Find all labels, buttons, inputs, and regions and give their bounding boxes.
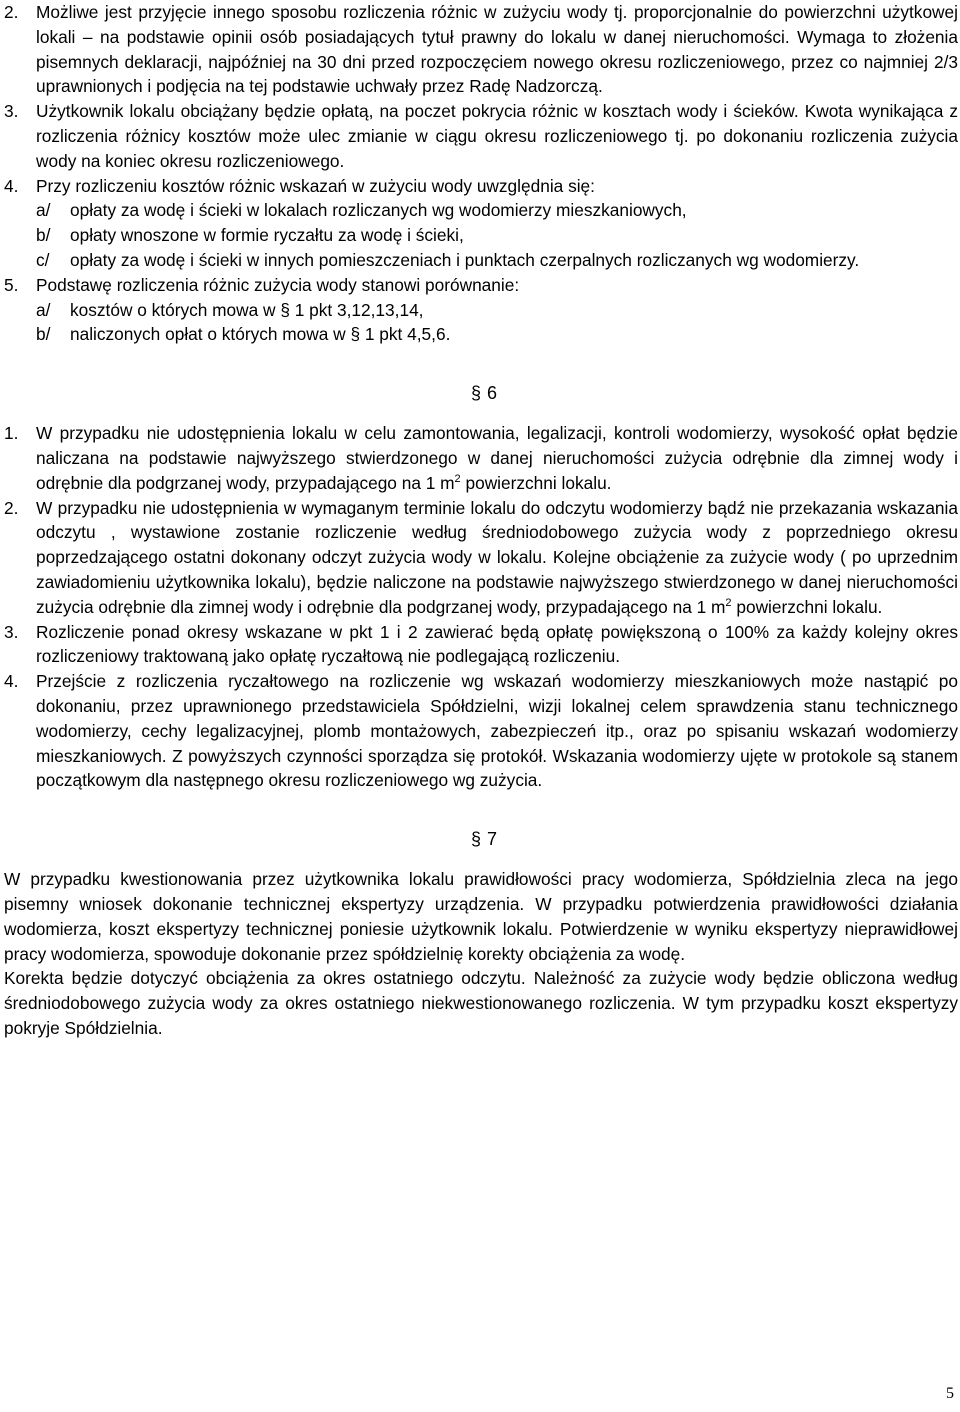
sub-item-a [36, 298, 958, 323]
item-text: W przypadku nie udostępnienia lokalu w celu zamontowania, legalizacji, kontroli wodomierzy, wysokość opłat będzie naliczana na podstawie najwyższego stwierdzonego w danej nieruchomości zużycia odrębnie dla zimnej wody i odrębnie dla podgrzanej wody, przypadającego na 1 m [36, 423, 958, 493]
item-text: Możliwe jest przyjęcie innego sposobu rozliczenia różnic w zużyciu wody tj. proporcjonalnie do powierzchni użytkowej lokali – na podstawie opinii osób posiadających tytuł prawny do lokalu w danej nieruchomości. Wymaga to złożenia pisemnych deklaracji, najpóźniej na 30 dni przed rozpoczęciem nowego okresu rozliczeniowego, przez co najmniej 2/3 uprawnionych i podjęcia na tej podstawie uchwały przez Radę Nadzorczą. [36, 2, 958, 97]
item-number: 3. [4, 101, 19, 122]
item-number: 4. [4, 175, 19, 196]
item-text-block [36, 496, 958, 620]
section-heading-7 [4, 827, 958, 855]
sub-item-a [36, 198, 958, 223]
list-item-5 [4, 273, 958, 347]
sub-item-b [36, 223, 958, 248]
superscript: 2 [454, 472, 461, 485]
item-number: 2. [4, 497, 19, 518]
page-number: 5 [946, 1385, 954, 1402]
sub-item-c [36, 248, 958, 273]
item-text: W przypadku nie udostępnienia w wymaganym terminie lokalu do odczytu wodomierzy bądź nie przekazania wskazania odczytu , wystawione zostanie rozliczenie według średniodobowego zużycia wody z poprzedniego okresu poprzedzającego ostatni dokonany odczyt zużycia wody w lokalu. Kolejne obciążenie za zużycie wody ( po uprzednim zawiadomieniu użytkownika lokalu), będzie naliczone na podstawie najwyższego stwierdzonego w danej nieruchomości zużycia odrębnie dla zimnej wody i odrębnie dla podgrzanej wody, przypadającego na 1 m [36, 497, 958, 617]
list-item-4 [4, 174, 958, 273]
item-number: 3. [4, 621, 19, 642]
item-text: Przy rozliczeniu kosztów różnic wskazań w zużyciu wody uwzględnia się: [36, 175, 595, 196]
sub-item-b [36, 322, 958, 347]
section-number: 6 [486, 383, 497, 404]
item-number: 4. [4, 671, 19, 692]
sub-item-label: a/ [36, 200, 51, 221]
paragraph-1: W przypadku kwestionowania przez użytkownika lokalu prawidłowości pracy wodomierza, Spółdzielnia zleca na jego pisemny wniosek dokonanie technicznej ekspertyzy urządzenia. W przypadku potwierdzenia prawidłowości działania wodomierza, koszt ekspertyzy technicznej poniesie użytkownik lokalu. Potwierdzenie w wyniku ekspertyzy nieprawidłowej pracy wodomierza, spowoduje dokonanie przez spółdzielnię korekty obciążenia za wodę. [4, 869, 958, 964]
item-number: 2. [4, 2, 19, 22]
sub-item-text: kosztów o których mowa w § 1 pkt 3,12,13,14, [70, 299, 424, 320]
item-text: Przejście z rozliczenia ryczałtowego na rozliczenie wg wskazań wodomierzy mieszkaniowych może nastąpić po dokonaniu, przez uprawnionego przedstawiciela Spółdzielni, wizji lokalnej celem sprawdzenia stanu technicznego wodomierzy, cechy legalizacyjnej, plomb montażowych, zabezpieczeń itp., oraz po spisaniu wskazań wodomierzy mieszkaniowych. Z powyższych czynności sporządza się protokół. Wskazania wodomierzy ujęte w protokole są stanem początkowym dla następnego okresu rozliczeniowego wg zużycia. [36, 671, 958, 791]
sub-item-text: opłaty wnoszone w formie ryczałtu za wodę i ścieki, [70, 225, 464, 246]
item-number: 5. [4, 274, 19, 295]
document-page [4, 0, 958, 1041]
list-item-2 [4, 0, 958, 99]
item-text-tail: powierzchni lokalu. [731, 596, 883, 617]
sub-item-text: opłaty za wodę i ścieki w innych pomieszczeniach i punktach czerpalnych rozliczanych wg wodomierzy. [70, 249, 860, 270]
list-item-3 [4, 99, 958, 173]
list-item-1 [4, 421, 958, 495]
paragraph-symbol-icon: § [470, 383, 481, 404]
item-text-tail: powierzchni lokalu. [460, 472, 612, 493]
item-text: Użytkownik lokalu obciążany będzie opłatą, na poczet pokrycia różnic w kosztach wody i ścieków. Kwota wynikająca z rozliczenia różnicy kosztów może ulec zmianie w ciągu okresu rozliczeniowego tj. po dokonaniu rozliczenia zużycia wody na koniec okresu rozliczeniowego. [36, 101, 958, 171]
superscript: 2 [725, 596, 732, 609]
item-body [36, 174, 958, 273]
sub-item-label: b/ [36, 225, 51, 246]
item-text-block [36, 421, 958, 495]
section-heading-6 [4, 381, 958, 409]
section-number: 7 [486, 829, 497, 850]
list-item-2 [4, 496, 958, 620]
item-number: 1. [4, 423, 19, 444]
paragraph-symbol-icon: § [470, 829, 481, 850]
sub-item-text: naliczonych opłat o których mowa w § 1 pkt 4,5,6. [70, 324, 451, 345]
paragraph-2: Korekta będzie dotyczyć obciążenia za okres ostatniego odczytu. Należność za zużycie wody będzie obliczona według średniodobowego zużycia wody za okres ostatniego niekwestionowanego rozliczenia. W tym przypadku koszt ekspertyzy pokryje Spółdzielnia. [4, 968, 958, 1038]
sub-item-label: c/ [36, 249, 50, 270]
list-item-3 [4, 620, 958, 670]
item-text: Rozliczenie ponad okresy wskazane w pkt 1 i 2 zawierać będą opłatę powiększoną o 100% za każdy kolejny okres rozliczeniowy traktowaną jako opłatę ryczałtową nie podlegającą rozliczeniu. [36, 621, 958, 667]
list-item-4 [4, 669, 958, 793]
sub-item-label: b/ [36, 324, 51, 345]
sub-item-text: opłaty za wodę i ścieki w lokalach rozliczanych wg wodomierzy mieszkaniowych, [70, 200, 687, 221]
item-text: Podstawę rozliczenia różnic zużycia wody stanowi porównanie: [36, 274, 520, 295]
item-body [36, 273, 958, 347]
sub-item-label: a/ [36, 299, 51, 320]
